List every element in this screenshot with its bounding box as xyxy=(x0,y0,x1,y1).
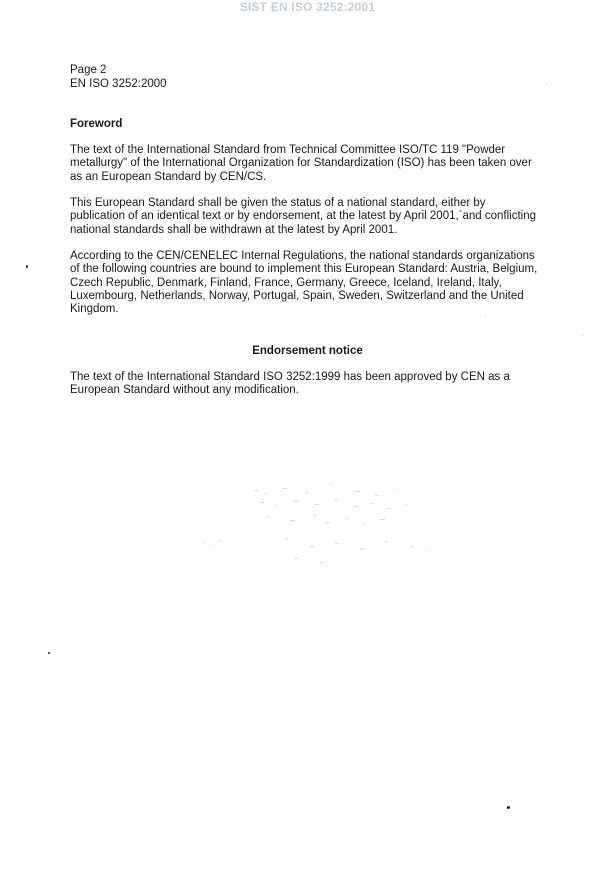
scan-speck xyxy=(507,806,510,809)
text-line: Czech Republic, Denmark, Finland, France, Germany, Greece, Iceland, Ireland, Italy, xyxy=(70,276,502,289)
text-line: The text of the International Standard ISO 3252:1999 has been approved by CEN as a xyxy=(70,371,510,383)
foreword-paragraph-1 xyxy=(70,144,550,184)
scan-speck xyxy=(26,265,28,268)
text-line: This European Standard shall be given the status of a national standard, either by xyxy=(70,197,486,209)
scan-speck xyxy=(582,335,583,336)
document-id: EN ISO 3252:2000 xyxy=(70,78,167,90)
page-number: Page 2 xyxy=(70,64,107,76)
scan-speck xyxy=(48,652,50,654)
text-line: According to the CEN/CENELEC Internal Regulations, the national standards organizations xyxy=(70,250,535,262)
foreword-paragraph-3 xyxy=(70,250,550,316)
text-line: Luxembourg, Netherlands, Norway, Portugal, Spain, Sweden, Switzerland and the United xyxy=(70,289,524,302)
page-header xyxy=(70,63,167,91)
text-line: publication of an identical text or by endorsement, at the latest by April 2001,`and conflicting xyxy=(70,210,537,223)
text-line: European Standard without any modification. xyxy=(70,384,299,397)
foreword-paragraph-2 xyxy=(70,197,550,237)
foreword-heading: Foreword xyxy=(70,118,123,130)
text-line: The text of the International Standard from Technical Committee ISO/TC 119 "Powder xyxy=(70,144,506,156)
text-line: national standards shall be withdrawn at the latest by April 2001. xyxy=(70,223,398,236)
scan-speck xyxy=(485,315,486,316)
endorsement-heading: Endorsement notice xyxy=(252,345,363,357)
endorsement-paragraph xyxy=(70,371,550,398)
text-line: as an European Standard by CEN/CS. xyxy=(70,170,267,183)
text-line: metallurgy" of the International Organization for Standardization (ISO) has been taken over xyxy=(70,157,532,170)
text-line: of the following countries are bound to implement this European Standard: Austria, Belgium, xyxy=(70,263,538,276)
faint-scan-noise xyxy=(195,480,445,570)
scan-speck xyxy=(546,83,547,84)
watermark: SIST EN ISO 3252:2001 xyxy=(239,0,376,14)
text-line: Kingdom. xyxy=(70,303,119,316)
